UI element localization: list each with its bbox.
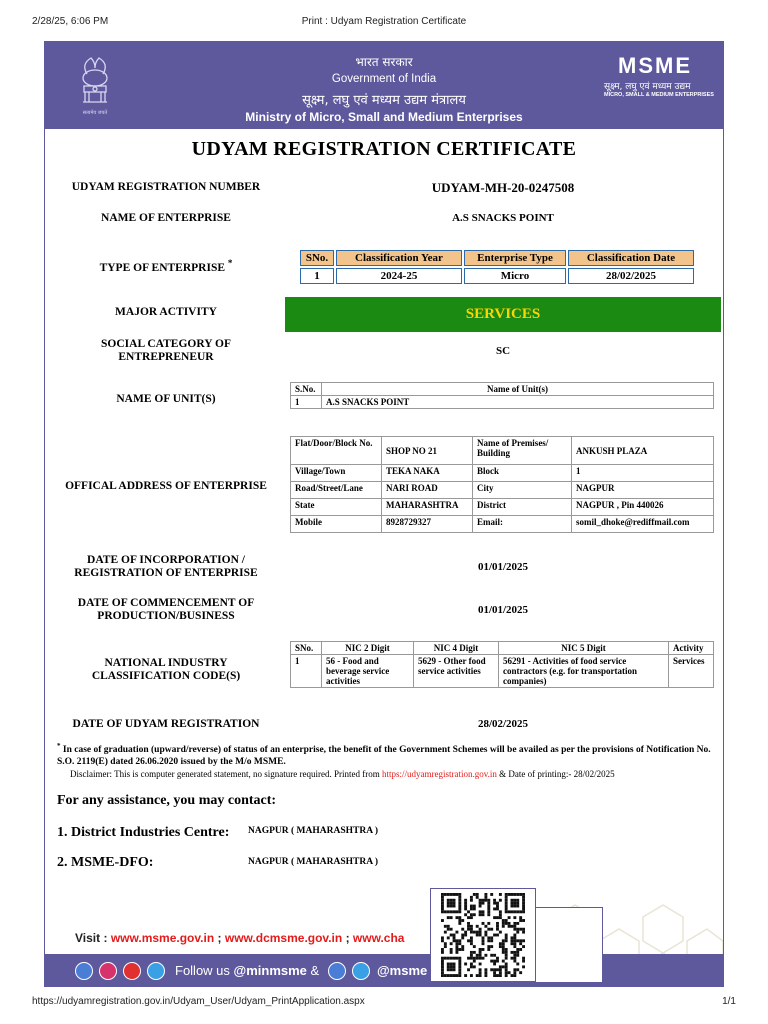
address-row (291, 516, 714, 533)
nic-cell: 56291 - Activities of food service contractors (e.g. for transportation companies) (499, 655, 669, 688)
dic-value: NAGPUR ( MAHARASHTRA ) (248, 826, 379, 836)
visit-separator: ; (217, 931, 222, 945)
qr-frame (531, 907, 603, 983)
classification-cell: 1 (300, 268, 334, 284)
qr-code-icon (437, 893, 529, 977)
qr-code (430, 888, 536, 982)
dic-label: 1. District Industries Centre: (57, 825, 230, 840)
enterprise-name: A.S SNACKS POINT (452, 212, 554, 224)
nic-cell: 56 - Food and beverage service activities (322, 655, 414, 688)
youtube-icon[interactable] (123, 962, 141, 980)
nic-label: NATIONAL INDUSTRY CLASSIFICATION CODE(S) (91, 657, 241, 682)
facebook-icon[interactable] (328, 962, 346, 980)
address-value: 1 (572, 465, 714, 482)
units-header: Name of Unit(s) (322, 383, 714, 396)
address-value: NAGPUR , Pin 440026 (572, 499, 714, 516)
units-table (290, 382, 714, 409)
print-url: https://udyamregistration.gov.in/Udyam_User/Udyam_PrintApplication.aspx (32, 996, 365, 1007)
emblem-caption: सत्यमेव जयते (82, 110, 108, 116)
address-key: State (291, 499, 382, 516)
nic-table (290, 641, 714, 688)
enterprise-type-label (57, 257, 275, 275)
msme-logo-hindi: सूक्ष्म, लघु एवं मध्यम उद्यम (604, 82, 691, 92)
udyam-portal-link[interactable]: https://udyamregistration.gov.in (382, 769, 497, 779)
incorporation-date: 01/01/2025 (477, 561, 529, 573)
nic-header: NIC 5 Digit (499, 642, 669, 655)
nic-header: NIC 4 Digit (414, 642, 499, 655)
nic-cell: 5629 - Other food service activities (414, 655, 499, 688)
follow-label: Follow us (175, 963, 230, 978)
nic-header: NIC 2 Digit (322, 642, 414, 655)
nic-header: SNo. (291, 642, 322, 655)
nic-cell: Services (669, 655, 714, 688)
units-header-row (291, 383, 714, 396)
twitter-icon[interactable] (352, 962, 370, 980)
address-value: SHOP NO 21 (382, 437, 473, 465)
govt-hindi: भारत सरकार (355, 55, 413, 69)
address-row (291, 465, 714, 482)
address-row (291, 482, 714, 499)
disclaimer-text: Disclaimer: This is computer generated statement, no signature required. Printed from (70, 769, 380, 779)
address-key: Road/Street/Lane (291, 482, 382, 499)
reg-number-label: UDYAM REGISTRATION NUMBER (71, 181, 261, 193)
government-banner (45, 42, 723, 129)
major-activity-value: SERVICES (285, 297, 721, 332)
disclaimer (70, 769, 615, 779)
udyam-date: 28/02/2025 (477, 718, 529, 730)
classification-cell: 2024-25 (336, 268, 462, 284)
social-category-value: SC (495, 345, 511, 357)
incorporation-label: DATE OF INCORPORATION / REGISTRATION OF ENTERPRISE (74, 554, 258, 579)
nic-row (291, 655, 714, 688)
address-value: ANKUSH PLAZA (572, 437, 714, 465)
classification-header: SNo. (300, 250, 334, 266)
print-page-number: 1/1 (722, 996, 736, 1007)
address-value: 8928729327 (382, 516, 473, 533)
print-title: Print : Udyam Registration Certificate (301, 16, 467, 27)
nic-header: Activity (669, 642, 714, 655)
nic-cell: 1 (291, 655, 322, 688)
commencement-date: 01/01/2025 (477, 604, 529, 616)
address-key: Mobile (291, 516, 382, 533)
handle-msme: @msme (377, 963, 428, 978)
address-key: Block (473, 465, 572, 482)
address-value: NARI ROAD (382, 482, 473, 499)
address-row (291, 499, 714, 516)
enterprise-type-label-text: TYPE OF ENTERPRISE (99, 261, 226, 274)
reg-number: UDYAM-MH-20-0247508 (431, 180, 575, 195)
enterprise-name-label: NAME OF ENTERPRISE (101, 212, 231, 224)
msme-dfo-value: NAGPUR ( MAHARASHTRA ) (248, 857, 379, 867)
address-key: Flat/Door/Block No. (291, 437, 382, 465)
certificate-title: UDYAM REGISTRATION CERTIFICATE (191, 138, 577, 160)
follow-amp: & (310, 963, 320, 978)
address-key: District (473, 499, 572, 516)
print-header (0, 16, 768, 30)
address-key: Email: (473, 516, 572, 533)
address-value: NAGPUR (572, 482, 714, 499)
govt-english: Government of India (331, 73, 437, 85)
classification-table (298, 248, 696, 286)
visit-separator: ; (345, 931, 350, 945)
classification-header-row (300, 250, 694, 266)
address-value: MAHARASHTRA (382, 499, 473, 516)
follow-us-text (175, 963, 319, 978)
msme-wordmark: MSME (618, 54, 692, 76)
units-label: NAME OF UNIT(S) (116, 393, 216, 405)
msme-wordmark-icon (600, 54, 710, 76)
msme-dfo-label: 2. MSME-DFO: (57, 855, 154, 870)
twitter-icon[interactable] (147, 962, 165, 980)
ministry-hindi: सूक्ष्म, लघु एवं मध्यम उद्यम मंत्रालय (302, 93, 466, 108)
classification-header: Classification Date (568, 250, 694, 266)
nic-header-row (291, 642, 714, 655)
handle-minmsme: @minmsme (233, 963, 307, 978)
visit-websites (75, 931, 404, 945)
address-value: somil_dhoke@rediffmail.com (572, 516, 714, 533)
classification-header: Enterprise Type (464, 250, 566, 266)
msme-logo (600, 54, 714, 104)
units-row (291, 396, 714, 409)
instagram-icon[interactable] (99, 962, 117, 980)
assistance-heading: For any assistance, you may contact: (57, 793, 277, 808)
disclaimer-date: & Date of printing:- 28/02/2025 (499, 769, 615, 779)
certificate (44, 41, 724, 987)
address-label: OFFICAL ADDRESS OF ENTERPRISE (65, 480, 267, 492)
social-footer-bar (45, 954, 723, 987)
units-header: S.No. (291, 383, 322, 396)
classification-cell: 28/02/2025 (568, 268, 694, 284)
address-key: Name of Premises/ Building (473, 437, 572, 465)
udyam-date-label: DATE OF UDYAM REGISTRATION (72, 718, 260, 730)
classification-header: Classification Year (336, 250, 462, 266)
address-key: City (473, 482, 572, 499)
classification-cell: Micro (464, 268, 566, 284)
major-activity-label: MAJOR ACTIVITY (115, 306, 217, 318)
address-key: Village/Town (291, 465, 382, 482)
note-text: In case of graduation (upward/reverse) of status of an enterprise, the benefit of the Government Schemes will be availed as per the provisions of Notification No. S.O. 2119(E) dated 26.06.2020 issued by the M/o MSME. (57, 745, 711, 768)
enterprise-type-star: * (227, 258, 233, 268)
social-category-label: SOCIAL CATEGORY OF ENTREPRENEUR (101, 338, 231, 363)
address-row (291, 437, 714, 465)
msme-logo-english: MICRO, SMALL & MEDIUM ENTERPRISES (604, 92, 714, 98)
graduation-note (57, 740, 717, 768)
facebook-icon[interactable] (75, 962, 93, 980)
address-value: TEKA NAKA (382, 465, 473, 482)
visit-prefix: Visit : (75, 931, 108, 945)
dcmsme-site-link[interactable]: www.dcmsme.gov.in (224, 931, 343, 945)
note-star: * (57, 742, 61, 750)
ministry-english: Ministry of Micro, Small and Medium Enterprises (245, 110, 523, 124)
classification-row (300, 268, 694, 284)
units-cell: A.S SNACKS POINT (322, 396, 714, 409)
commencement-label: DATE OF COMMENCEMENT OF PRODUCTION/BUSINESS (77, 597, 255, 622)
units-cell: 1 (291, 396, 322, 409)
msme-site-link[interactable]: www.msme.gov.in (110, 931, 215, 945)
champions-site-link[interactable]: www.cha (352, 931, 405, 945)
address-table (290, 436, 714, 533)
print-datetime: 2/28/25, 6:06 PM (32, 16, 109, 27)
